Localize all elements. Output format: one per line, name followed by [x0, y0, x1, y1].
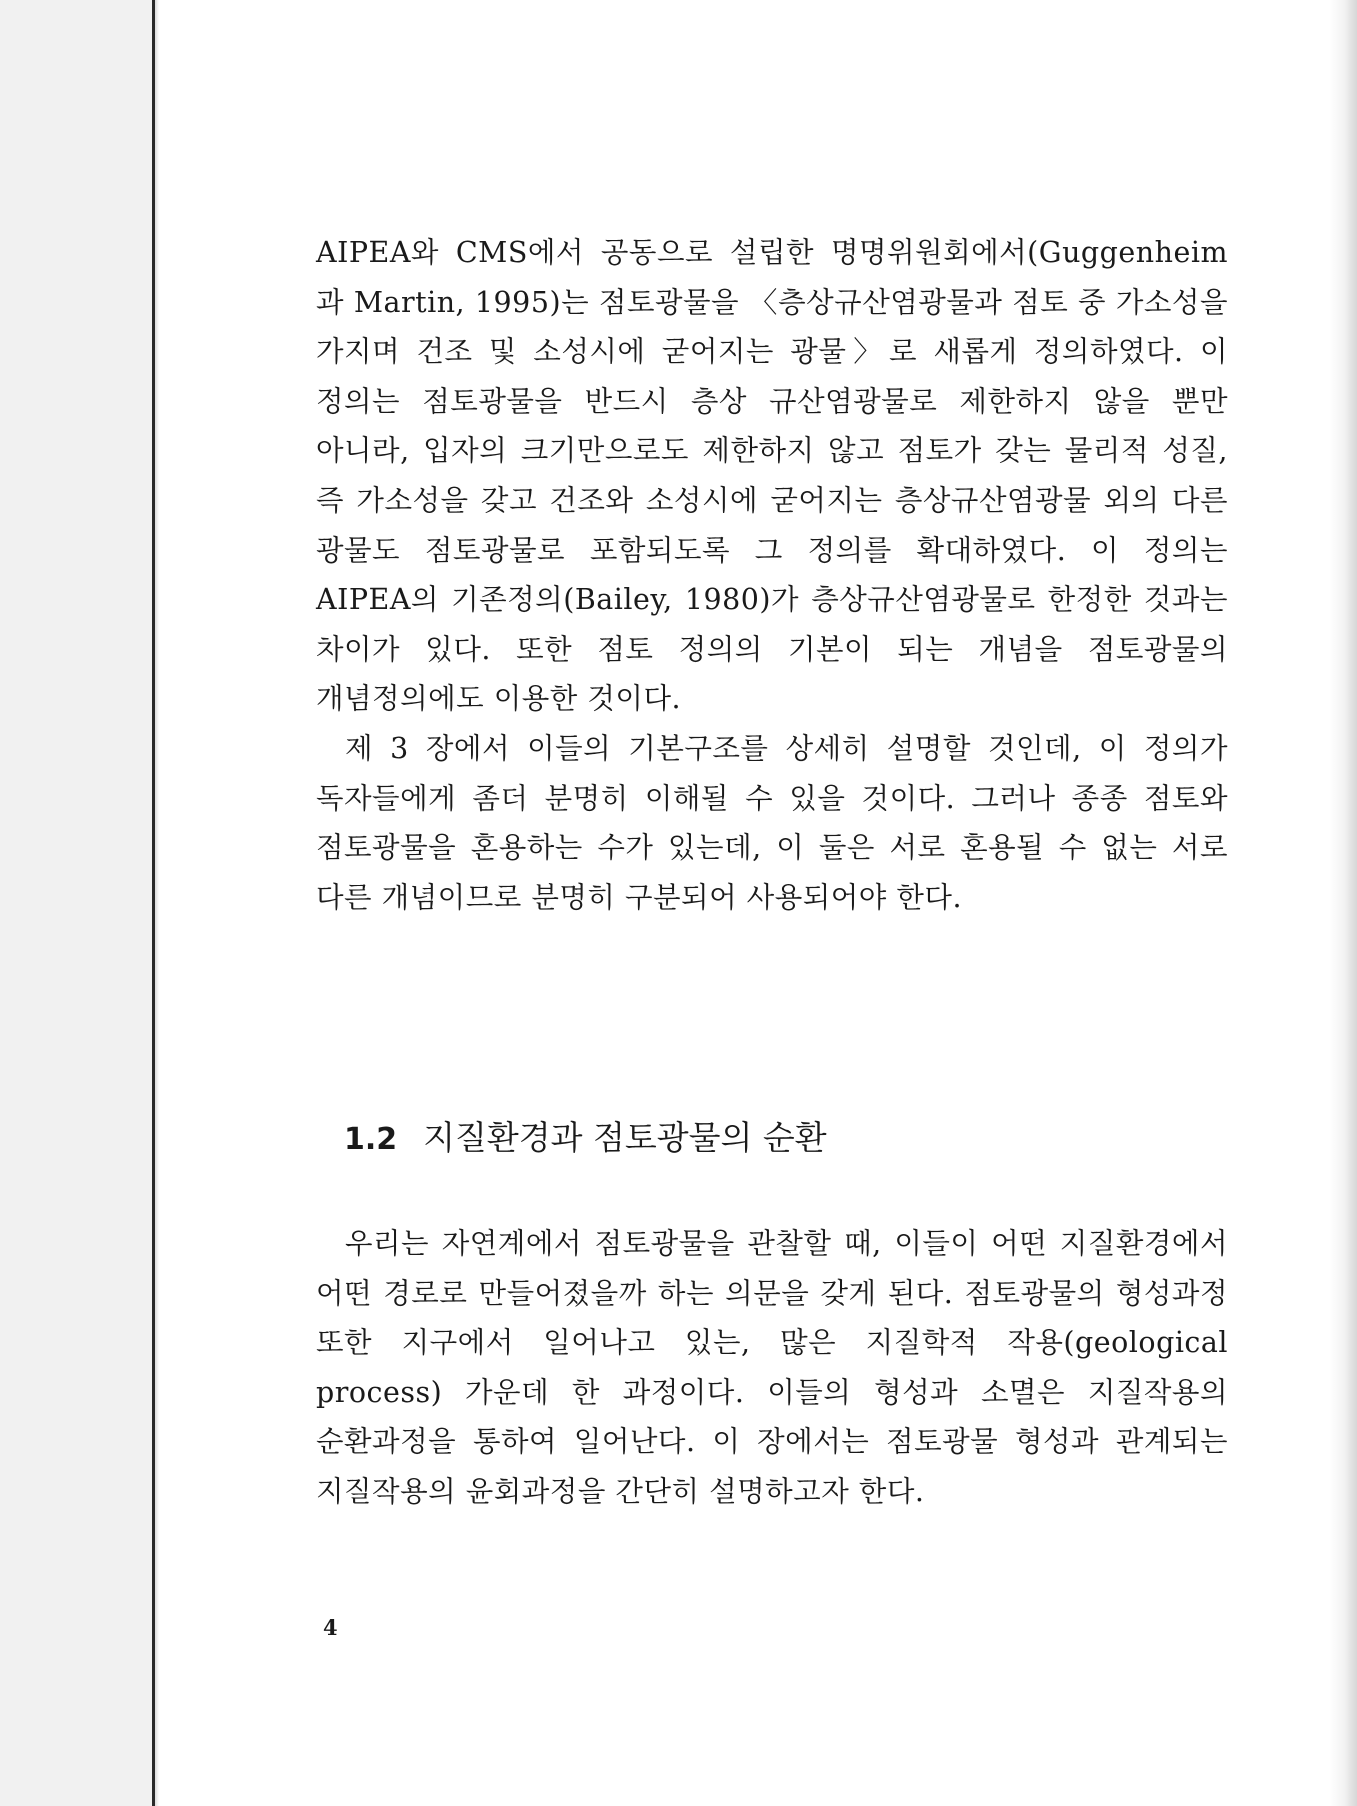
body-text-block-1 — [316, 228, 1228, 922]
section-heading — [344, 1113, 827, 1165]
paragraph: 제 3 장에서 이들의 기본구조를 상세히 설명할 것인데, 이 정의가 독자들에게 좀더 분명히 이해될 수 있을 것이다. 그러나 종종 점토와 점토광물을 혼용하는 수가 있는데, 이 둘은 서로 혼용될 수 없는 서로 다른 개념이므로 분명히 구분되어 사용되어야 한다. — [316, 731, 1228, 914]
section-title: 지질환경과 점토광물의 순환 — [423, 1118, 827, 1157]
paragraph: AIPEA와 CMS에서 공동으로 설립한 명명위원회에서(Guggenheim 과 Martin, 1995)는 점토광물을 〈층상규산염광물과 점토 중 가소성을 가지며 건조 및 소성시에 굳어지는 광물〉로 새롭게 정의하였다. 이 정의는 점토광물을 반드시 층상 규산염광물로 제한하지 않을 뿐만 아니라, 입자의 크기만으로도 제한하지 않고 점토가 갖는 물리적 성질, 즉 가소성을 갖고 건조와 소성시에 굳어지는 층상규산염광물 외의 다른 광물도 점토광물로 포함되도록 그 정의를 확대하였다. 이 정의는 AIPEA의 기존정의(Bailey, 1980)가 층상규산염광물로 한정한 것과는 차이가 있다. 또한 점토 정의의 기본이 되는 개념을 점토광물의 개념정의에도 이용한 것이다. — [316, 236, 1228, 716]
paragraph: 우리는 자연계에서 점토광물을 관찰할 때, 이들이 어떤 지질환경에서 어떤 경로로 만들어졌을까 하는 의문을 갖게 된다. 점토광물의 형성과정 또한 지구에서 일어나고 있는, 많은 지질학적 작용(geological process) 가운데 한 과정이다. 이들의 형성과 소멸은 지질작용의 순환과정을 통하여 일어난다. 이 장에서는 점토광물 형성과 관계되는 지질작용의 윤회과정을 간단히 설명하고자 한다. — [316, 1227, 1228, 1508]
scan-margin — [0, 0, 152, 1806]
book-page — [152, 0, 1329, 1806]
section-number: 1.2 — [344, 1122, 398, 1157]
page-edge-shadow — [1329, 0, 1357, 1806]
body-text-block-2 — [316, 1219, 1228, 1517]
page-number: 4 — [323, 1615, 338, 1640]
